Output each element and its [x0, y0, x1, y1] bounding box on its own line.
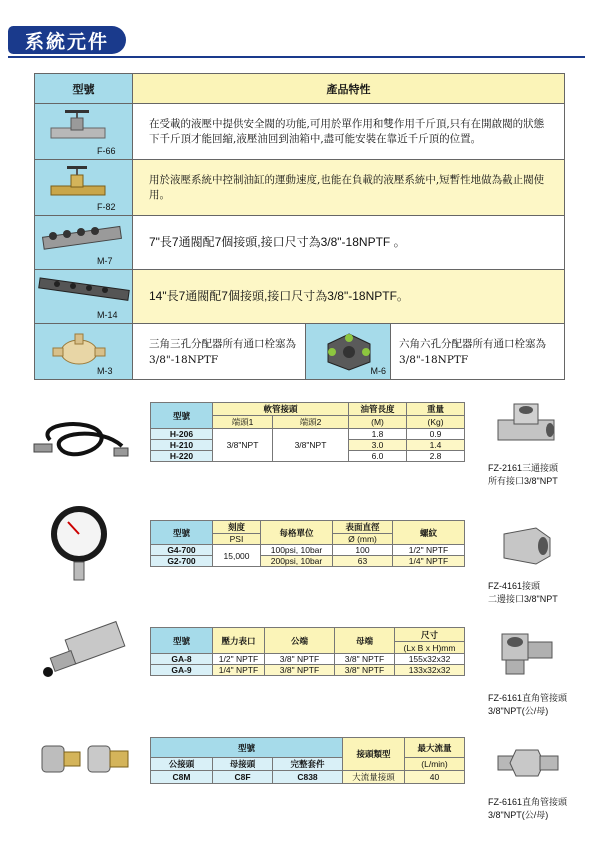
- header-hose-end: 軟管接頭: [213, 403, 349, 416]
- female-cell: C8F: [213, 771, 273, 784]
- table-row: [35, 104, 565, 160]
- table-row: [151, 654, 465, 665]
- size-cell: 133x32x32: [395, 665, 465, 676]
- thread-cell: 1/4" NPTF: [393, 556, 465, 567]
- unit-cell: 200psi, 10bar: [261, 556, 333, 567]
- feature-text: 用於液壓系統中控制油缸的運動速度,也能在負載的液壓系統中,短暫性地做為截止閥使用。: [133, 160, 565, 216]
- fitting-caption: FZ-6161直角管接頭 3/8"NPT(公/母): [488, 693, 568, 716]
- header-model: 型號: [151, 628, 213, 654]
- subheader-set: 完整套件: [273, 758, 343, 771]
- header-thread: 螺紋: [393, 521, 465, 545]
- table-row: [151, 556, 465, 567]
- header-scale: 刻度: [213, 521, 261, 534]
- thread-cell: 1/2" NPTF: [393, 545, 465, 556]
- subheader-mm: Ø (mm): [333, 534, 393, 545]
- feature-text: 六角六孔分配器所有通口栓塞為3/8"-18NPTF: [399, 337, 546, 366]
- length-cell: 3.0: [349, 440, 407, 451]
- model-code: F-82: [97, 202, 116, 212]
- title-divider: [8, 56, 585, 58]
- coupling-fitting-icon: [496, 524, 558, 568]
- pressure-gauge-icon: [48, 504, 110, 586]
- header-model: 型號: [35, 74, 133, 104]
- header-male: 公端: [265, 628, 335, 654]
- gauge-adapter-icon: [38, 620, 134, 680]
- model-cell: G4-700: [151, 545, 213, 556]
- quick-coupler-icon: [38, 738, 134, 780]
- male-cell: C8M: [151, 771, 213, 784]
- weight-cell: 0.9: [407, 429, 465, 440]
- header-weight: 重量: [407, 403, 465, 416]
- subheader-lmin: (L/min): [405, 758, 465, 771]
- tee-fitting-icon: [492, 402, 560, 454]
- diameter-cell: 100: [333, 545, 393, 556]
- length-cell: 1.8: [349, 429, 407, 440]
- length-cell: 6.0: [349, 451, 407, 462]
- type-cell: 大流量接頭: [343, 771, 405, 784]
- female-cell: 3/8" NPTF: [335, 654, 395, 665]
- table-row: [35, 324, 565, 380]
- header-length: 油管長度: [349, 403, 407, 416]
- header-diameter: 表面直徑: [333, 521, 393, 534]
- table-row: [35, 216, 565, 270]
- product-image-cell: [35, 270, 133, 324]
- subheader-female: 母接頭: [213, 758, 273, 771]
- feature-text: 三角三孔分配器所有通口栓塞為3/8"-18NPTF: [149, 337, 296, 366]
- table-row: [35, 160, 565, 216]
- product-image-cell: [305, 324, 391, 379]
- flow-control-valve-icon: [49, 166, 109, 202]
- elbow-fitting-icon: [494, 630, 558, 680]
- model-code: M-3: [97, 366, 113, 376]
- header-gauge-port: 壓力表口: [213, 628, 265, 654]
- table-row: [151, 771, 465, 784]
- gauge-port-cell: 1/4" NPTF: [213, 665, 265, 676]
- model-code: F-66: [97, 146, 116, 156]
- header-unit: 每格單位: [261, 521, 333, 545]
- size-cell: 155x32x32: [395, 654, 465, 665]
- model-cell: H-206: [151, 429, 213, 440]
- table-row: [151, 545, 465, 556]
- unit-cell: 100psi, 10bar: [261, 545, 333, 556]
- gauge-spec-table: [150, 520, 465, 567]
- subheader-psi: PSI: [213, 534, 261, 545]
- needle-valve-icon: [49, 110, 109, 146]
- product-image-cell: [35, 216, 133, 270]
- flow-cell: 40: [405, 771, 465, 784]
- female-cell: 3/8" NPTF: [335, 665, 395, 676]
- model-code: M-14: [97, 310, 118, 320]
- end2-cell: 3/8"NPT: [273, 429, 349, 462]
- weight-cell: 2.8: [407, 451, 465, 462]
- product-image-cell: [35, 104, 133, 160]
- model-cell: H-220: [151, 451, 213, 462]
- subheader-end2: 端頭2: [273, 416, 349, 429]
- model-code: M-7: [97, 256, 113, 266]
- end1-cell: 3/8"NPT: [213, 429, 273, 462]
- subheader-m: (M): [349, 416, 407, 429]
- gauge-port-cell: 1/2" NPTF: [213, 654, 265, 665]
- diameter-cell: 63: [333, 556, 393, 567]
- model-cell: GA-9: [151, 665, 213, 676]
- manifold-7-icon: [41, 224, 125, 254]
- nipple-fitting-icon: [494, 744, 562, 784]
- feature-text: 在受載的液壓中提供安全閥的功能,可用於單作用和雙作用千斤頂,只有在開啟閥的狀態下千斤頂才能回縮,液壓油回到油箱中,盡可能安裝在靠近千斤頂的位置。: [133, 104, 565, 160]
- header-feature: 產品特性: [133, 74, 565, 104]
- three-port-block-icon: [49, 330, 109, 370]
- header-size: 尺寸: [395, 628, 465, 642]
- feature-text: 7"長7通閥配7個接頭,接口尺寸為3/8"-18NPTF 。: [133, 216, 565, 270]
- model-cell: H-210: [151, 440, 213, 451]
- set-cell: C838: [273, 771, 343, 784]
- subheader-dim: (Lx B x H)mm: [395, 642, 465, 654]
- manifold-14-icon: [37, 274, 131, 308]
- fitting-caption: FZ-4161接頭 二邊接口3/8"NPT: [488, 581, 558, 604]
- adapter-spec-table: [150, 627, 465, 676]
- header-model: 型號: [151, 521, 213, 545]
- subheader-male: 公接頭: [151, 758, 213, 771]
- header-female: 母端: [335, 628, 395, 654]
- header-model: 型號: [151, 738, 343, 758]
- male-cell: 3/8" NPTF: [265, 654, 335, 665]
- hose-spec-table: [150, 402, 465, 462]
- page-title: 系統元件: [8, 26, 126, 54]
- fitting-caption: FZ-2161三通接頭 所有接口3/8"NPT: [488, 463, 559, 486]
- hydraulic-hose-icon: [30, 418, 132, 468]
- table-row: [151, 429, 465, 440]
- model-code: M-6: [370, 366, 386, 376]
- fitting-caption: FZ-6161直角管接頭 3/8"NPT(公/母): [488, 797, 568, 820]
- scale-cell: 15,000: [213, 545, 261, 567]
- model-cell: G2-700: [151, 556, 213, 567]
- table-row: [151, 665, 465, 676]
- product-image-cell: [35, 160, 133, 216]
- weight-cell: 1.4: [407, 440, 465, 451]
- header-model: 型號: [151, 403, 213, 429]
- table-row: [35, 270, 565, 324]
- coupler-spec-table: [150, 737, 465, 784]
- header-flow: 最大流量: [405, 738, 465, 758]
- header-type: 接頭類型: [343, 738, 405, 771]
- product-feature-table: [34, 73, 565, 380]
- model-cell: GA-8: [151, 654, 213, 665]
- subheader-kg: (Kg): [407, 416, 465, 429]
- feature-text: 14"長7通閥配7個接頭,接口尺寸為3/8"-18NPTF。: [133, 270, 565, 324]
- subheader-end1: 端頭1: [213, 416, 273, 429]
- distributor-cell: [133, 324, 565, 380]
- male-cell: 3/8" NPTF: [265, 665, 335, 676]
- product-image-cell: [35, 324, 133, 380]
